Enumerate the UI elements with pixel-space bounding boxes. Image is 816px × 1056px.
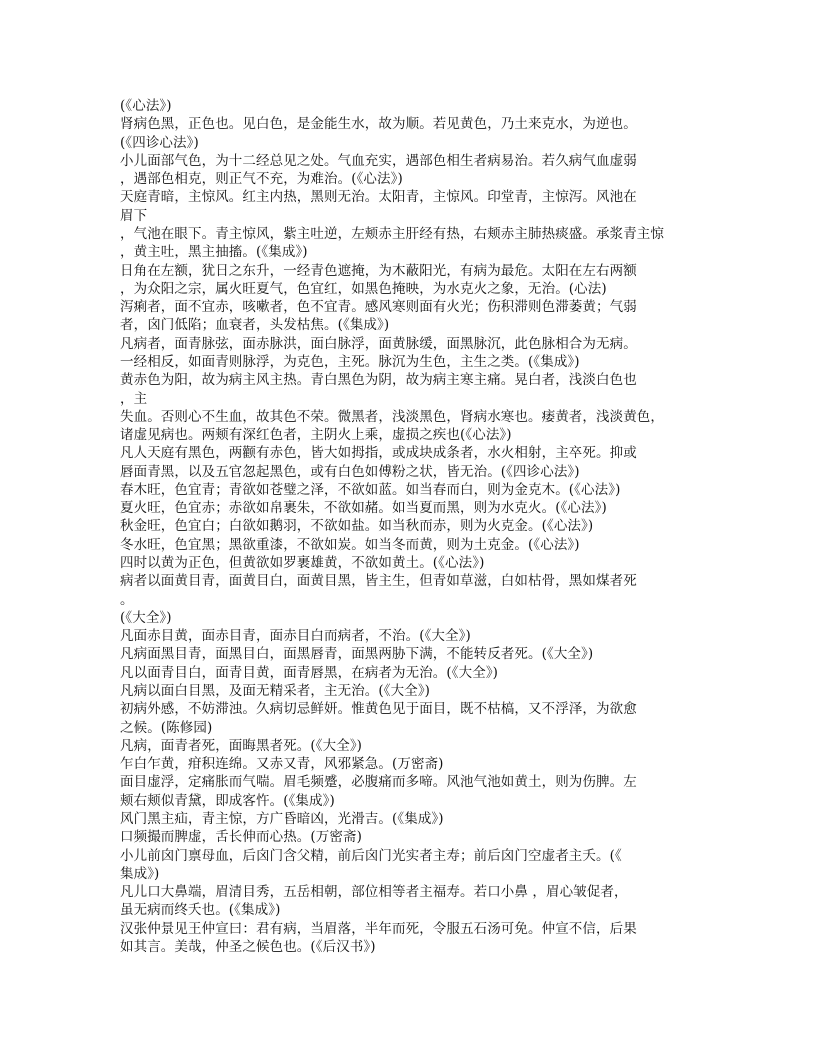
text-line: 者，囟门低陷；血衰者，头发枯焦。(《集成》) xyxy=(120,317,390,334)
text-line: 凡病以面白目黑，及面无精采者，主无治。(《大全》) xyxy=(120,683,431,699)
text-line: 凡病者，面青脉弦，面赤脉洪，面白脉浮，面黄脉缓，面黑脉沉，此色脉相合为无病。 xyxy=(120,335,637,352)
text-line: 凡人天庭有黑色，两颧有赤色，皆大如拇指，或成块成条者，水火相射，主卒死。抑或 xyxy=(120,445,637,462)
text-line: 一经相反，如面青则脉浮，为克色，主死。脉沉为生色，主生之类。(《集成》) xyxy=(120,353,580,370)
text-line: 凡病面黑目青，面黑目白，面黑唇青，面黑两胁下满，不能转反者死。(《大全》) xyxy=(120,646,594,663)
text-line: 面目虚浮，定痛胀而气喘。眉毛频蹙，必腹痛而多啼。风池气池如黄土，则为伤脾。左 xyxy=(120,774,637,791)
text-line: 肾病色黑，正色也。见白色，是金能生水，故为顺。若见黄色，乃土来克水，为逆也。 xyxy=(120,116,637,133)
text-line: ，主 xyxy=(120,390,148,407)
text-line: 四时以黄为正色，但黄欲如罗裹雄黄，不欲如黄土。(《心法》) xyxy=(120,555,485,571)
text-line: 病者以面黄目青，面黄目白，面黄目黑，皆主生，但青如草滋，白如枯骨，黑如煤者死 xyxy=(120,573,637,590)
text-line: 初病外感，不妨滞浊。久病切忌鲜妍。惟黄色见于面目，既不枯槁，又不浮泽，为欲愈 xyxy=(120,701,637,718)
text-line: 风门黑主疝，青主惊，方广昏暗凶，光滑吉。(《集成》) xyxy=(120,810,444,827)
text-line: ，气池在眼下。青主惊风，紫主吐逆，左颊赤主肝经有热，右颊赤主肺热痰盛。承浆青主惊 xyxy=(120,226,664,242)
text-line: (《大全》) xyxy=(120,609,172,626)
text-line: 春木旺，色宜青；青欲如苍璧之泽，不欲如蓝。如当春而白，则为金克木。(《心法》) xyxy=(120,481,621,498)
text-line: 虽无病而终夭也。(《集成》) xyxy=(120,902,281,919)
text-line: 汉张仲景见王仲宣曰：君有病，当眉落，半年而死，令服五石汤可免。仲宣不信，后果 xyxy=(120,920,637,937)
text-line: 夏火旺，色宜赤；赤欲如帛裹朱，不欲如赭。如当夏而黑，则为水克火。(《心法》) xyxy=(120,500,607,517)
text-line: 泻痢者，面不宜赤，咳嗽者，色不宜青。感风寒则面有火光；伤积滞则色滞萎黄；气弱 xyxy=(120,299,637,316)
text-line: ，遇部色相克，则正气不充，为难治。(《心法》) xyxy=(120,171,403,188)
text-line: 之候。(陈修园) xyxy=(120,719,213,736)
text-line: (《四诊心法》) xyxy=(120,134,199,151)
text-line: 唇面青黑，以及五官忽起黑色，或有白色如傅粉之状，皆无治。(《四诊心法》) xyxy=(120,463,580,480)
text-line: 失血。否则心不生血，故其色不荣。微黑者，浅淡黑色，肾病水寒也。痿黄者，浅淡黄色， xyxy=(120,408,664,425)
text-line: 小儿前囟门禀母血，后囟门含父精，前后囟门光实者主寿；前后囟门空虚者主夭。(《 xyxy=(120,847,622,864)
text-line: 集成》) xyxy=(120,865,160,882)
text-line: 小儿面部气色，为十二经总见之处。气血充实，遇部色相生者病易治。若久病气血虚弱 xyxy=(120,152,637,169)
text-line: 凡儿口大鼻端，眉清目秀，五岳相朝，部位相等者主福寿。若口小鼻 ，眉心皱促者， xyxy=(120,884,628,900)
text-line: ，黄主吐，黑主抽搐。(《集成》) xyxy=(120,244,308,261)
text-line: 冬水旺，色宜黑；黑欲重漆，不欲如炭。如当冬而黄，则为土克金。(《心法》) xyxy=(120,536,580,553)
text-line: (《心法》) xyxy=(120,98,172,114)
text-line: 凡面赤目黄，面赤目青，面赤目白而病者，不治。(《大全》) xyxy=(120,628,471,645)
text-line: 天庭青暗，主惊风。红主内热，黑则无治。太阳青，主惊风。印堂青，主惊泻。风池在 xyxy=(120,189,637,206)
text-line: 秋金旺，色宜白；白欲如鹅羽，不欲如盐。如当秋而赤，则为火克金。(《心法》) xyxy=(120,518,594,535)
text-line: 如其言。美哉，仲圣之候色也。(《后汉书》) xyxy=(120,938,376,955)
text-line: 黄赤色为阳，故为病主风主热。青白黑色为阴，故为病主寒主痛。晃白者，浅淡白色也 xyxy=(120,372,637,389)
text-line: 乍白乍黄，疳积连绵。又赤又青，风邪紧急。(万密斋) xyxy=(120,756,444,773)
text-line: 眉下 xyxy=(120,207,148,224)
text-line: 颊右颊似青黛，即成客忤。(《集成》) xyxy=(120,792,335,809)
text-line: 口频撮而脾虚，舌长伸而心热。(万密斋) xyxy=(120,829,362,846)
text-line: 日角在左额，犹日之东升，一经青色遮掩，为木蔽阳光，有病为最危。太阳在左右两额 xyxy=(120,262,637,279)
text-line: 凡病，面青者死，面晦黑者死。(《大全》) xyxy=(120,737,363,754)
text-line: 。 xyxy=(120,591,134,608)
text-line: 凡以面青目白，面青目黄，面青唇黑，在病者为无治。(《大全》) xyxy=(120,664,499,681)
text-line: ，为众阳之宗，属火旺夏气，色宜红，如黑色掩映，为水克火之象，无治。(心法) xyxy=(120,280,607,297)
text-line: 诸虚见病也。两颊有深红色者，主阴火上乘，虚损之疾也(《心法》) xyxy=(120,427,512,443)
